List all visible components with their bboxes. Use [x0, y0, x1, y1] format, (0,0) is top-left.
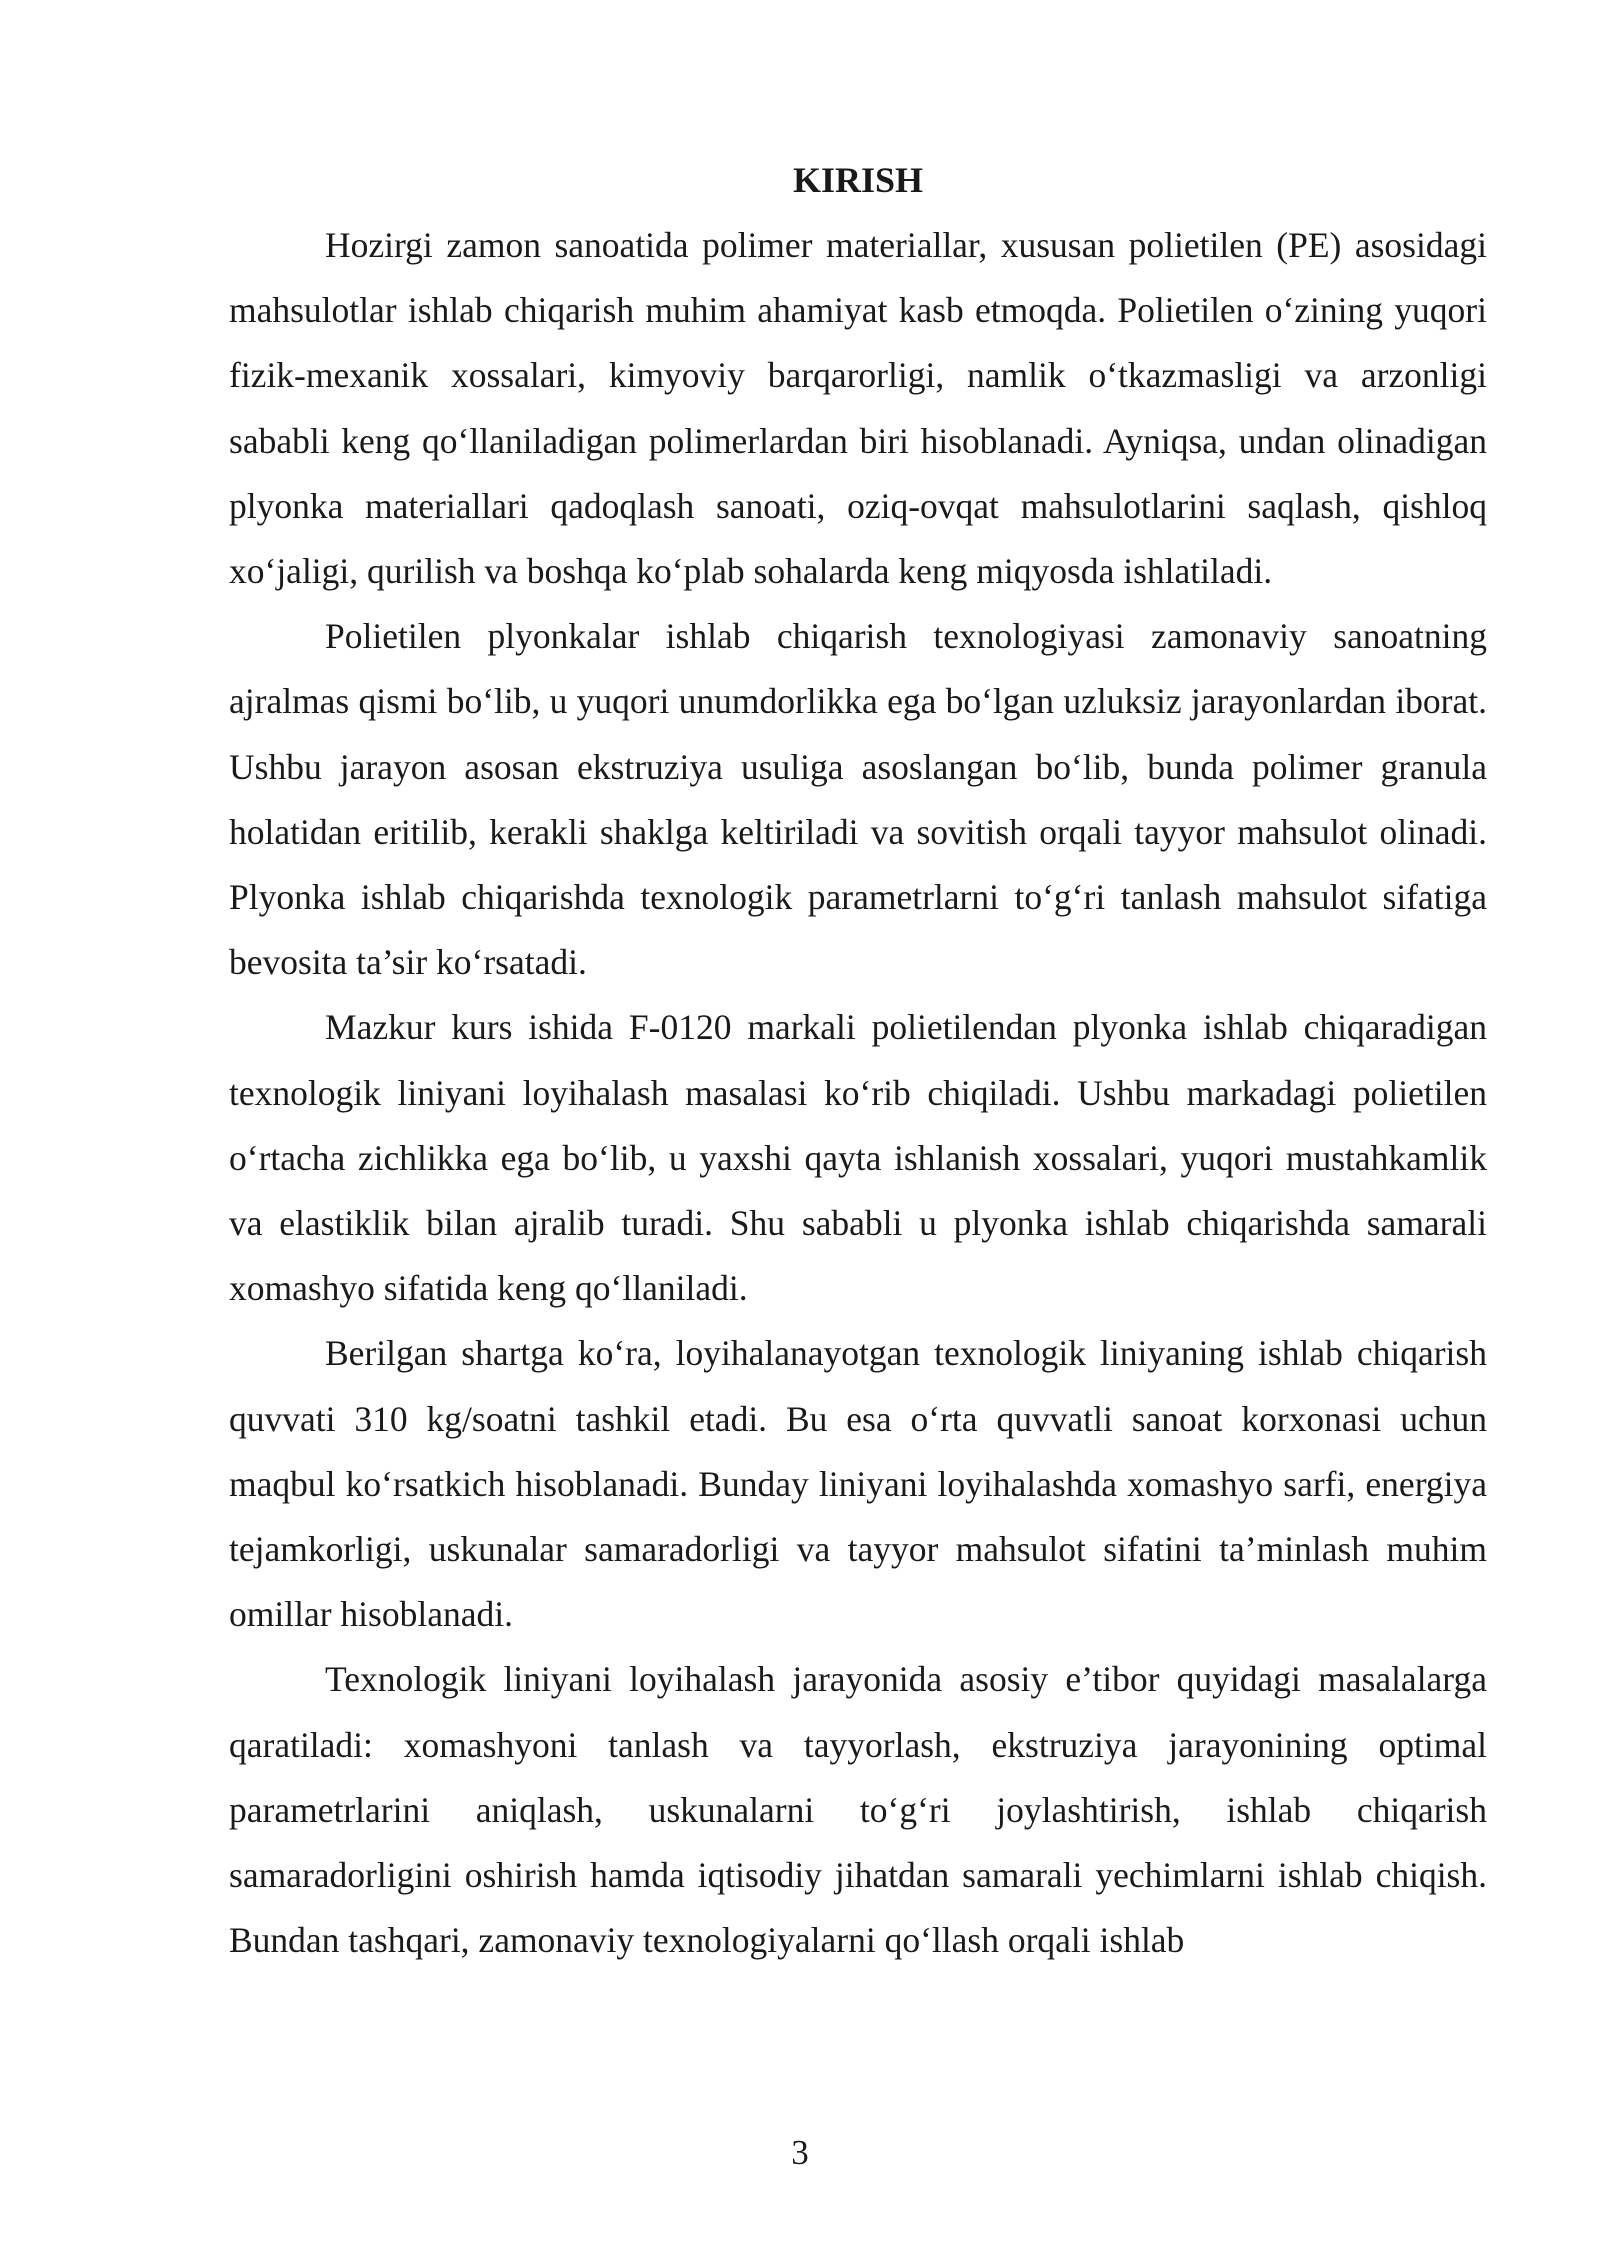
page-number: 3 — [791, 2133, 809, 2172]
page-content — [229, 148, 1487, 1973]
paragraph-2: Polietilen plyonkalar ishlab chiqarish texnologiyasi zamonaviy sanoatning ajralmas qismi bo‘lib, u yuqori unumdorlikka ega bo‘lgan uzluksiz jarayonlardan iborat. Ushbu jarayon asosan ekstruziya usuliga asoslangan bo‘lib, bunda polimer granula holatidan eritilib, kerakli shaklga keltiriladi va sovitish orqali tayyor mahsulot olinadi. Plyonka ishlab chiqarishda texnologik parametrlarni to‘g‘ri tanlash mahsulot sifatiga bevosita ta’sir ko‘rsatadi. — [229, 616, 1487, 983]
paragraph-3: Mazkur kurs ishida F-0120 markali polietilendan plyonka ishlab chiqaradigan texnologik liniyani loyihalash masalasi ko‘rib chiqiladi. Ushbu markadagi polietilen o‘rtacha zichlikka ega bo‘lib, u yaxshi qayta ishlanish xossalari, yuqori mustahkamlik va elastiklik bilan ajralib turadi. Shu sababli u plyonka ishlab chiqarishda samarali xomashyo sifatida keng qo‘llaniladi. — [229, 1007, 1487, 1309]
section-title: KIRISH — [792, 160, 924, 200]
paragraph-4: Berilgan shartga ko‘ra, loyihalanayotgan texnologik liniyaning ishlab chiqarish quvvati 310 kg/soatni tashkil etadi. Bu esa o‘rta quvvatli sanoat korxonasi uchun maqbul ko‘rsatkich hisoblanadi. Bunday liniyani loyihalashda xomashyo sarfi, energiya tejamkorligi, uskunalar samaradorligi va tayyor mahsulot sifatini ta’minlash muhim omillar hisoblanadi. — [229, 1333, 1487, 1635]
paragraph-5: Texnologik liniyani loyihalash jarayonida asosiy e’tibor quyidagi masalalarga qaratiladi: xomashyoni tanlash va tayyorlash, ekstruziya jarayonining optimal parametrlarini aniqlash, uskunalarni to‘g‘ri joylashtirish, ishlab chiqarish samaradorligini oshirish hamda iqtisodiy jihatdan samarali yechimlarni ishlab chiqish. Bundan tashqari, zamonaviy texnologiyalarni qo‘llash orqali ishlab — [229, 1659, 1487, 1961]
paragraph-1: Hozirgi zamon sanoatida polimer materiallar, xususan polietilen (PE) asosidagi mahsulotlar ishlab chiqarish muhim ahamiyat kasb etmoqda. Polietilen o‘zining yuqori fizik-mexanik xossalari, kimyoviy barqarorligi, namlik o‘tkazmasligi va arzonligi sababli keng qo‘llaniladigan polimerlardan biri hisoblanadi. Ayniqsa, undan olinadigan plyonka materiallari qadoqlash sanoati, oziq-ovqat mahsulotlarini saqlash, qishloq xo‘jaligi, qurilish va boshqa ko‘plab sohalarda keng miqyosda ishlatiladi. — [229, 225, 1487, 592]
